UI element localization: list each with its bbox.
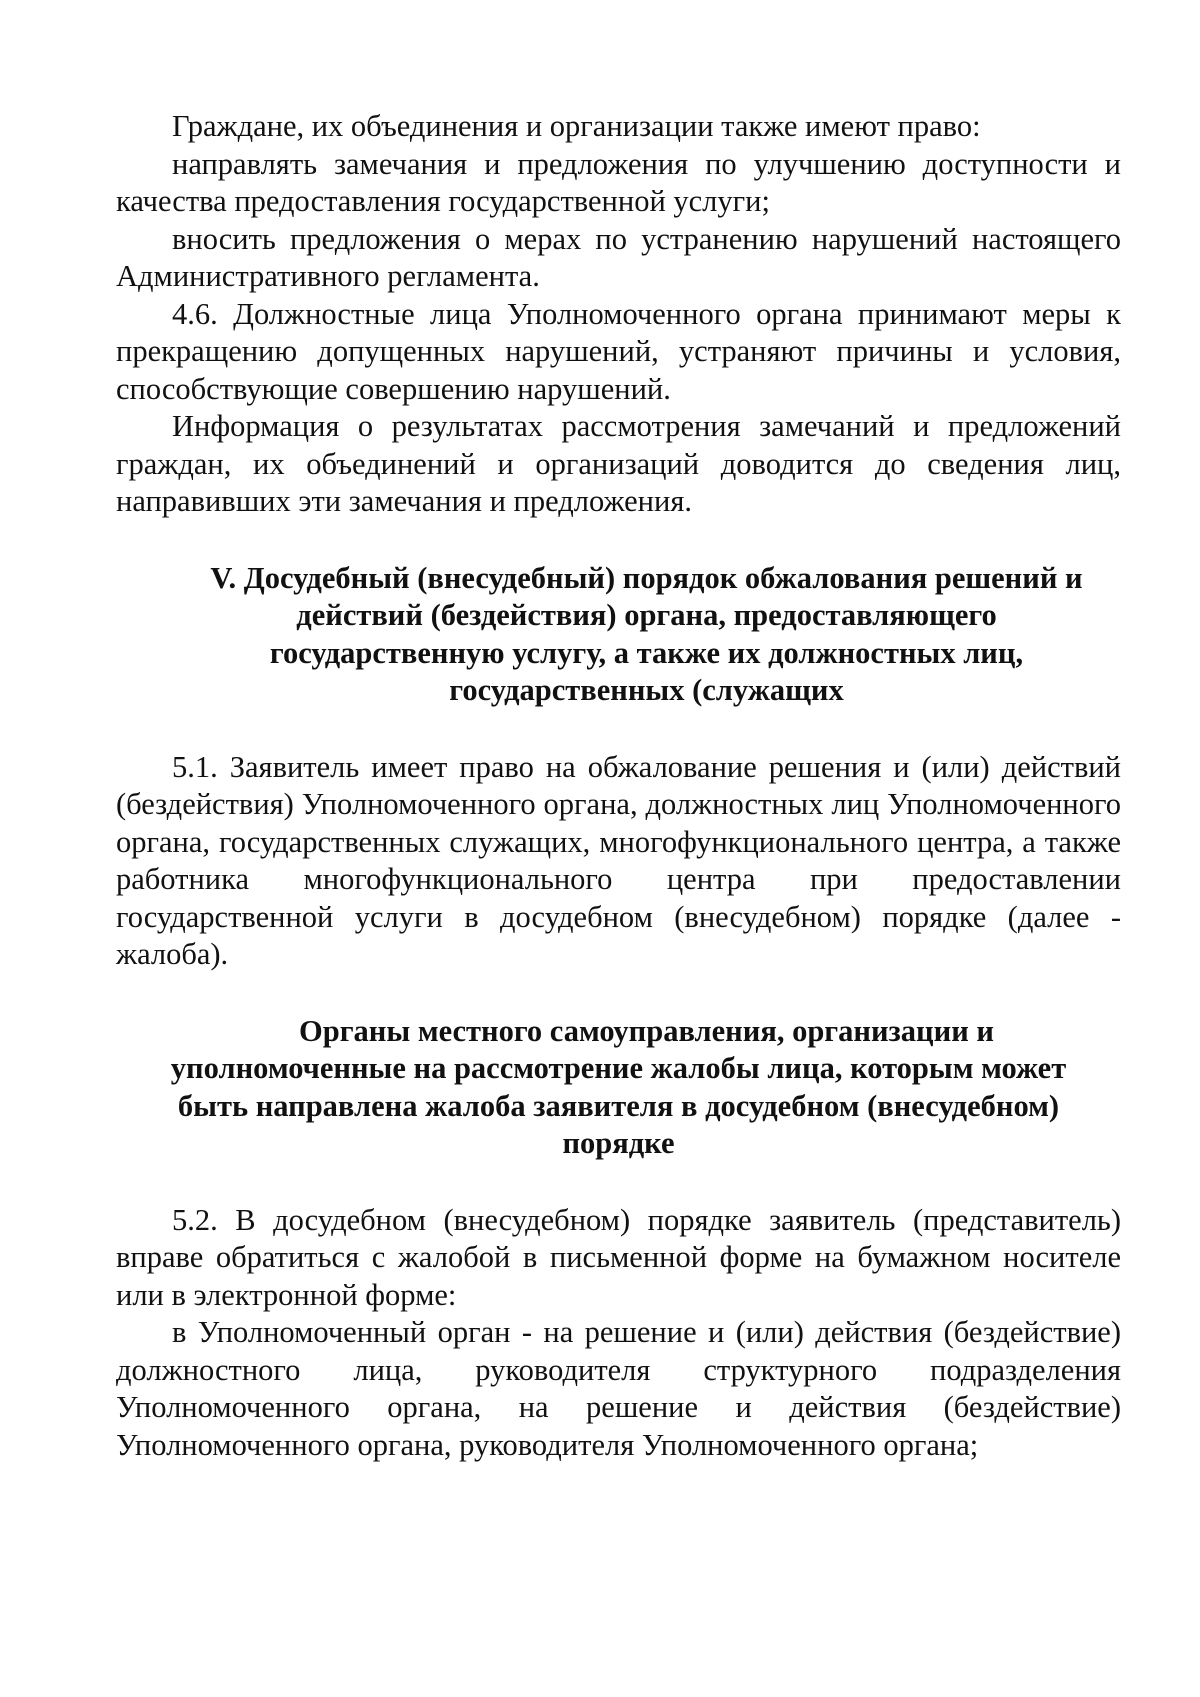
paragraph-5-2: 5.2. В досудебном (внесудебном) порядке заявитель (представитель) вправе обратиться с жалобой в письменной форме на бумажном носителе или в электронной форме: bbox=[116, 1202, 1121, 1312]
paragraph-information: Информация о результатах рассмотрения замечаний и предложений граждан, их объединений и организаций доводится до сведения лиц, направивших эти замечания и предложения. bbox=[116, 409, 1121, 518]
paragraph-5-1: 5.1. Заявитель имеет право на обжалование решения и (или) действий (бездействия) Уполномоченного органа, должностных лиц Уполномоченного органа, государственных служащих, многофункционального центра, а также работника многофункционального центра при предоставлении государственной услуги в досудебном (внесудебном) порядке (далее - жалоба). bbox=[116, 749, 1121, 971]
subsection-heading-line: быть направлена жалоба заявителя в досудебном (внесудебном) bbox=[177, 1088, 1060, 1123]
subsection-heading-line: порядке bbox=[562, 1126, 675, 1160]
paragraph-authorized-body: в Уполномоченный орган - на решение и (или) действия (бездействие) должностного лица, руководителя структурного подразделения Уполномоченного органа, на решение и действия (бездействие) Уполномоченного органа, руководителя Уполномоченного органа; bbox=[116, 1315, 1121, 1462]
spacer bbox=[116, 974, 1121, 1013]
section-v-heading bbox=[116, 560, 1121, 710]
spacer bbox=[116, 1163, 1121, 1202]
section-v-heading-line: государственных (служащих bbox=[449, 673, 844, 707]
paragraph-4-6: 4.6. Должностные лица Уполномоченного органа принимают меры к прекращению допущенных нарушений, устраняют причины и условия, способствующие совершению нарушений. bbox=[116, 296, 1121, 406]
paragraph-rights-intro: Граждане, их объединения и организации также имеют право: bbox=[172, 109, 981, 143]
section-v-heading-line: V. Досудебный (внесудебный) порядок обжалования решений и bbox=[210, 560, 1083, 595]
subsection-heading bbox=[116, 1013, 1121, 1163]
subsection-heading-line: Органы местного самоуправления, организации и bbox=[299, 1013, 994, 1048]
subsection-heading-line: уполномоченные на рассмотрение жалобы лица, которым может bbox=[170, 1051, 1067, 1085]
document-page bbox=[116, 108, 1121, 1464]
spacer bbox=[116, 710, 1121, 749]
section-v-heading-line: государственную услугу, а также их должностных лиц, bbox=[269, 635, 1024, 670]
section-v-heading-line: действий (бездействия) органа, предоставляющего bbox=[296, 598, 997, 632]
paragraph-rights-remarks: направлять замечания и предложения по улучшению доступности и качества предоставления государственной услуги; bbox=[116, 146, 1121, 218]
paragraph-rights-proposals: вносить предложения о мерах по устранению нарушений настоящего Административного регламента. bbox=[116, 221, 1121, 293]
spacer bbox=[116, 521, 1121, 560]
